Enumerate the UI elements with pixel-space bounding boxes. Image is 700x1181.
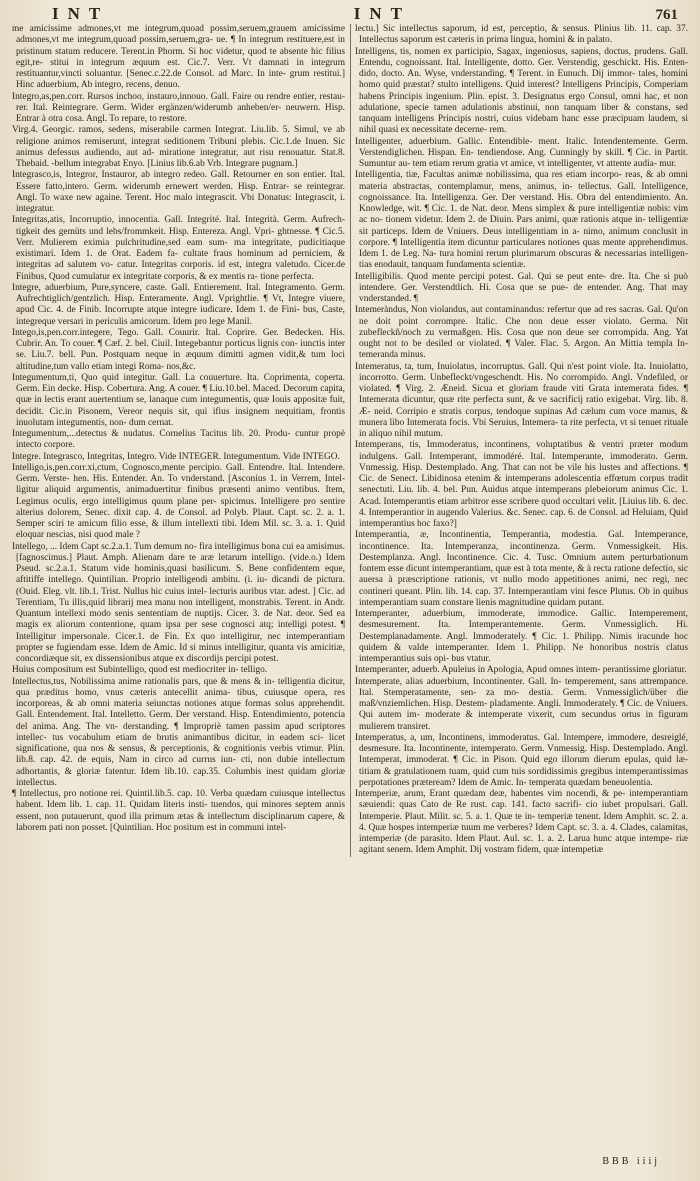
dictionary-entry: Intemperatus, a, um, Incontinens, immoderatus. Gal. Intempere, immodere, desreiglé, desmesure. Ita. Incontinente, intemperato. Germ. Vnmessig. Hisp. Destemplado. Angl. Intemperat, immoderat. ¶ Cic. in Pison. Quid ego illorum dierum epulas, quid læ- titiam & gratulationem tuam, quid cum tuis sordidissimis gregibus intemperantissimas perpotationes præteream? Idem de Amic. In- temperata quædam beneuolentia. — [355, 732, 688, 788]
dictionary-entry: Intelligo,is,pen.corr.xi,ctum, Cognosco,mente percipio. Gall. Entendre. Ital. Intendere. Germ. Verste- hen. His. Entender. An. To vnderstand. [Asconius 1. in Verrem, Intel- ligitur aliquid argumentis, animaduertitur finibus præsenti animo ventibus. Item, Legimus oculis, ergo intelligimus quum plane per- spicimus. Intelligere pro sentire alterius dolorem, Senec. dixit cap. 4. de Consol. ad Polyb. Plaut. Capt. sc. 2. a. 1. Semper sciri te amicum filio esse, & illum intellexti tibi. Idem Mil. sc. 3. a. 1. Quid eloquar nescias, nisi quod male ? — [12, 462, 345, 541]
dictionary-entry: Integrasco,is, Integror, Instauror, ab integro redeo. Gall. Retourner en son entier. Ital. Essere fatto,intero. Germ. widerumb ernewert werden. Hisp. Entrar- se reintegrar. Angl. To waxe new againe. Terent. Hoc malo integrascit. Vbi Donatus: Integrascit, i. integratur. — [12, 170, 345, 214]
dictionary-entry: Intego,is,pen.corr.integere, Tego. Gall. Couurir. Ital. Coprire. Ger. Bedecken. His. Cubrir. An. To couer. ¶ Cæf. 2. bel. Ciuil. Integebantur porticus lignis con- iunctis inter se. Liu.7. bell. Pun. Postquam neque in æquum dimitti agmen vidit,& tum loci altitudine,tum vallo etiam integi Roma- nos,&c. — [12, 327, 345, 372]
dictionary-entry: Integumentum,...detectus & nudatus. Cornelius Tacitus lib. 20. Produ- cuntur propè intecto corpore. — [12, 429, 345, 451]
header-right-word: INT — [353, 4, 411, 23]
dictionary-entry: Intemperantia, æ, Incontinentia, Temperantia, modestia. Gal. Intemperance, incontinence. Ita. Intemperanza, incontinenza. Germ. Vnmessigkeit. His. Destemplanza. Angl. Incontinence. Cic. 4. Tusc. Omnium autem perturbationum fontem esse dicunt intemperantiam, quæ est à tota mente, & à recta ratione defectio, sic auersa à præscriptione rationis, vt nullo modo appetitiones animi, nec regi, nec contineri queant. Plin. lib. 14. cap. 37. Intemperantiam vini fesce Plutus. Ob in quibus intemperantiam suam constare lienis magnitudine quidam putant. — [355, 530, 688, 608]
dictionary-entry: Intemperiæ, arum, Erant quædam deæ, habentes vim nocendi, & pe- intemperantiam sæuiendi: quas Cato de Re rust. cap. 141. facto sacrifi- cio iubet propulsari. Gall. Intemperie. Plaut. Milit. sc. 5. a. 1. Quæ te in- temperiæ tenent. Idem Amphit. sc. 2. a. 4. Quæ hospes intemperiæ tuum me verberes? Idem Capt. sc. 3. a. 4. Clades, calamitas, intemperiæ (de parasito. Idem Plaut. Aul. sc. 1. a. 2. Larua hunc atque intempe- riæ agitant senem. Idem Amphit. Dij vostram fidem, quæ intempetiæ — [355, 789, 688, 856]
page-number: 761 — [655, 7, 678, 23]
dictionary-entry: Intelligibilis. Quod mente percipi potest. Gal. Qui se peut ente- dre. Ita. Che si può intendere. Ger. Verstendtlich. Hi. Cosa que se pue- de entender. Ang. That may vnderstanded. ¶ — [355, 271, 688, 304]
dictionary-entry: Intelligenter, aduerbium. Gallic. Entendible- ment. Italic. Intendentemente. Germ. Verstendiglichen. Hispan. En- tendiendose. Ang. Cunningly by skill. ¶ Cic. in Partit. Sumuntur au- tem etiam rerum gratia vt amice, vt intelligenter, vt attente audia- mur. — [355, 136, 688, 169]
dictionary-entry: Intemperans, tis, Immoderatus, incontinens, voluptatibus & ventri præter modum indulgens. Gall. Intemperant, immodéré. Ital. Intemperante, immoderato. Germ. Vnmessig. Hisp. Destemplado. Ang. That can not be vile his lustes and affections. ¶ Cic. de Senect. Libidinosa etenim & intemperans adolescentia effœtum corpus tradit senectuti. Liu. lib. 4. bel. Pun. Auidus atque intemperans plebeiorum animus Cic. 1. Acad. Intemperantis etiam arbitror esse scribere quod occultari velit. [Liuius lib. 6. dec. 4. Intemperantior in augendo Valerius. &c. Senec. cap. 6. de Consol. ad Heluiam, Quid intemperantius hoc faxo?] — [355, 440, 688, 529]
dictionary-entry: Integre. Integrasco, Integritas, Integro. Vide INTEGER. Integumentum. Vide INTEGO. — [12, 451, 340, 462]
column-rule — [350, 24, 351, 857]
right-column — [355, 24, 688, 857]
left-column — [12, 24, 345, 857]
dictionary-entry: Integro,as,pen.corr. Rursos inchoo, instauro,innouo. Gall. Faire ou rendre entier, restau- rer. Ital. Reintegrare. Germ. Wider ergänzen/widerumb anheben/er- neuwern. Hisp. Entrar à otra cosa. Angl. To repare, to restore. — [12, 91, 345, 124]
header-left-word: INT — [52, 4, 110, 23]
dictionary-entry: Huius compositum est Subintelligo, quod est mediocriter in- telligo. — [12, 665, 268, 676]
dictionary-entry: Intellego, ... Idem Capt sc.2.a.1. Tum demum no- fira intelligimus bona cui ea amisimus. [fagnoscimus.] Plaut. Amph. Alienam dare te aræ letarum intelligo. (vide.o.) Idem Pseud. sc.2.a.1. Statum vide hominis,quasi basilicum. S. Bene confidentem eque, aftitiffe intellego. Quintilian. Proprio intelligendi ambitu. (i. iu- dicandi de pictura. (Ouid. Eleg. vlt. lib.1. Trist. Nullus hic cuius intel- lecturis auribus vtar. adest. ] Cic. ad Terentiam, Tu illis,quid librarij mea manu non intelligent, monstrabis. Terent. in Andr. Quantum intellexi modo senis sententiam de nuptijs. Cicer. 3. de Nat. deor. Sed ea magis ex aliorum contentione, quam ipsa per sese cognosci atq; intelligi potest. ¶ Intelligitur impersonale. Cicer.1. de Fin. Ex quo intelligitur, nec intemperantiam propter se fugiendam esse. Idem de Amic. Id si minus intelligitur, quanta vis amicitiæ, concordiæque sit, ex dissensionibus atque ex discordijs percipi potest. — [12, 541, 345, 664]
dictionary-entry: Intemeràndus, Non violandus, aut contaminandus: refertur que ad res sacras. Gal. Qu'on ne doit point corrompre. Italic. Che non deue esser violato. Germa. Nit zubefleckñ/noch zu vermaßgen. His. Cosa que non deue ser corrompida. Ang. Yat ought not to be desiled or violated. ¶ Valer. Flac. 5. Argon. An Mittia templa In- temeranda minus. — [355, 305, 688, 361]
signature-mark: BBB iiij — [602, 1156, 660, 1167]
dictionary-entry: Integritas,atis, Incorruptio, innocentia. Gall. Integrité. Ital. Integrità. Germ. Aufrech- tigkeit des gemüts und lebs/frommkeit. Hisp. Entereza. Angl. Vpri- ghtnesse. ¶ Cic.5. Verr. Mulierem eximia pulchritudine,sed eam sum- ma integritate, pudicitiaque existimari. Idem 1. de Orat. Eadem fa- cultate fraus hominum ad perniciem, & integritas ad salutem vo- catur. Integritas corporis. id est, integra valetudo. Cicer.de Finibus, Quod cumulatur ex integritate corporis, & ex mentis ra- tione perfecta. — [12, 215, 345, 282]
dictionary-entry: Intemperanter, aduerbium, immoderate, immodice. Gallic. Intemperement, desmesurement. Ita. Intemperantemente. Germ. Vnmessiglich. Hi. Destemplanadamente. Angl. Immoderately. ¶ Cic. 1. Philipp. Nimis iracunde hoc quidem & valde intemperanter. Idem 1. Philipp. Ne honoribus nostris clatus intemperantius suis opi- bus vtatur. — [355, 609, 688, 664]
dictionary-entry: me amicissime admones,vt me integrum,quoad possim,seruem,grauem amicissime admones,vt me integrum,quoad possim,seruem,gra- ue. ¶ In integrum restituere,est in pristinum statum reducere. Terent.in Phorm. Si hoc videtur, quod te absente hic filius egit,re- stitui in integrum æquum est. Cic.7. Verr. Vt damnati in integrum restituantur,vincti soluantur. [Senec.c.22.de Consol. ad Marc. In inte- grum restitui.] Hinc aduerbium, Ab integro, recens, denuo. — [12, 24, 345, 91]
two-column-body — [12, 24, 688, 857]
dictionary-entry: lectu.] Sic intellectus saporum, id est, perceptio, & sensus. Plinius lib. 11. cap. 37. Intellectus saporum est cæteris in prima lingua, homini & in palato. — [355, 24, 688, 46]
dictionary-entry: ¶ Intellectus, pro notione rei. Quintil.lib.5. cap. 10. Verba quædam cuiusque intellectus habent. Idem lib. 1. cap. 11. Quidam literis insti- tuendos, qui minores septem annis essent, non putauerunt, quod illa primum ætas & intellectum disciplinarum capere, & laborem pati non posset. [Quintilian. Hoc positum est in communi intel- — [12, 789, 345, 833]
dictionary-entry: Intelligens, tis, nomen ex participio, Sagax, ingeniosus, sapiens, doctus, prudens. Gall. Entendu, cognoissant. Ital. Intelligente, dotto. Ger. Verstendig, geschickt. His. Enten- dido, docto. An. Wyse, vnderstanding. ¶ Terent. in Eunuch. Dij immor- tales, homini homo quid præstat? stulto intelligens. Quid interest? Intelligens Principis, Comperiam habens Principis ingenium. Plin. epist. 3. Designatus ergo Consul, omni hac, et non adulatione, specie tamen adulationis abstinui, non tanquam liber & constans, sed tanquam intelligens Principis nostri, cuius videbam hanc esse præcipuam laudem, si nihil quasi ex necessitate decerne- rem. — [355, 46, 688, 136]
dictionary-entry: Integumentum,ti, Quo quid integitur. Gall. La couuerture. Ita. Coprimenta, coperta. Germ. Ein decke. Hisp. Cobertura. Ang. A couer. ¶ Liu.10.bel. Maced. Decorum capita, quæ in lectis erant auertentium se, lanaque cum integumentis, quæ Iouis appositæ fuit, decidit. Cic.in Pisonem, Vereor nequis sit, qui ifius insignem nequitiam, frontis inuolutam integumentis, non- dum cernat. — [12, 372, 345, 428]
dictionary-entry: Intellectus,tus, Nobilissima anime rationalis pars, que & mens & in- telligentia dicitur, qua præditus homo, vnus cæteris antecellit anima- tibus, cuiusque opera, res incorporeas, & ab omni materia seiunctas notiones atque formas solus apprehendit. Gall. Entendement. Ital. Intelletto. Germ. Der verstand. Hisp. Entendimiento, potencia del anima. Ang. The vn- derstanding. ¶ Impropriè tamen passim apud scriptores intellec- tus vocabulum etiam de brutis animantibus dicitur, in eadem sci- licet significatione, qua nos & sensus, & perceptionis, & cognitionis verbis vtimur. Plin. lib.8. cap. 42. de equis, Nam in circo ad currus iun- cti, non dubie intellectum adhortantis, & gloriæ fatentur. Idem lib.10. cap.35. Columbis inest quidam gloriæ intellectus. — [12, 676, 345, 788]
dictionary-entry: Intemperate, alias aduerbium, Incontinenter. Gall. In- temperement, sans attrempance. Ital. Stemperatamente, sen- za mo- destia. Germ. Vnmessiglich/über die maß/vnziemlichen. Hisp. Destem- pladamente. Angli. Immoderately. ¶ Cic. de Vniuers. Qui autem im- moderate & intemperate vixerit, cum secundus ortus in figuram mulierem transiret. — [355, 676, 688, 732]
dictionary-entry: Virg.4. Georgic. ramos, sedens, miserabile carmen Integrat. Liu.lib. 5. Simul, ve ab religione animos remiserunt, integrat seditionem Tribuni plebis. Cic.1.de Inuen. Sic animus defessus audiendo, aut ad- miratione integratur, aut risu renouatur. Stat.8. Thebaid. -bellum integrabat Enyo. [Linius lib.6.ab Vrb. Integrare pugnam.] — [12, 125, 345, 169]
dictionary-entry: Intemeratus, ta, tum, Inuiolatus, incorruptus. Gall. Qui n'est point viole. Ita. Inuiolatto, incorrotto. Germ. Unbefleckt/vngeschendt. His. No corrompido. Angl. Vndefiled, or violated. ¶ Virg. 2. Æneid. Sicua et gloriam fraude viti Grata intemerata fides. ¶ Intemerata dicuntur, quæ rite perfecta sunt, & ve sacrificij ratio exigebat. Virg. lib. 8. Æ- neid. Corripio e stratis corpus, tendoque supinas Ad cælum cum voce manus, & munera libo Intemerata focis. Vbi Seruius, Intemera- ta rite perfecta, vt si tenuet rituale in aliquo nihil mutum. — [355, 361, 688, 439]
dictionary-entry: Intelligentia, tiæ, Facultas animæ nobilissima, qua res etiam incorpo- reas, & ab omni materia abstractas, contemplamur, mens, animus, in- tellectus. Gall. Intelligence, cognoissance. Ita. Intelligenza. Ger. Der verstand. His. Obra del entendimiento. An. Knowledge, wit. ¶ Cic. 1. de Nat. deor. Mens simplex & pure intelligentiæ nobis: vim ac no- tionem videtur. Idem 2. de Diuin. Pars animi, quæ rationis atque in- telligentiæ sit particeps. Idem de Vniuers. Deus intelligentiam in a- nimo, animum conclusit in corpore. ¶ Intelligentia item dicuntur particulares notiones quas mente apprehendimus. Idem 1. de Leg. Na- tura homini rerum plurimarum obscuras & necessarias intelligen- tias enodauit, tanquam fundamenta scientiæ. — [355, 170, 688, 271]
dictionary-entry: Integre, aduerbium, Pure,syncere, caste. Gall. Entierement. Ital. Integramento. Germ. Aufrechtiglich/gentzlich. Hisp. Enteramente. Angl. Vprightlie. ¶ Vt, Integre viuere, apud Cic. 4. de Finib. Incorrupte atque integre iudicare. Idem 1. de Fini- bus, Caste, integreque versari in periculis amicorum. Idem pro lege Manil. — [12, 282, 345, 327]
running-header — [12, 4, 688, 24]
dictionary-entry: Intemperanter, aduerb. Apuleius in Apologia, Apud omnes intem- perantissime gloriatur. — [355, 665, 687, 676]
